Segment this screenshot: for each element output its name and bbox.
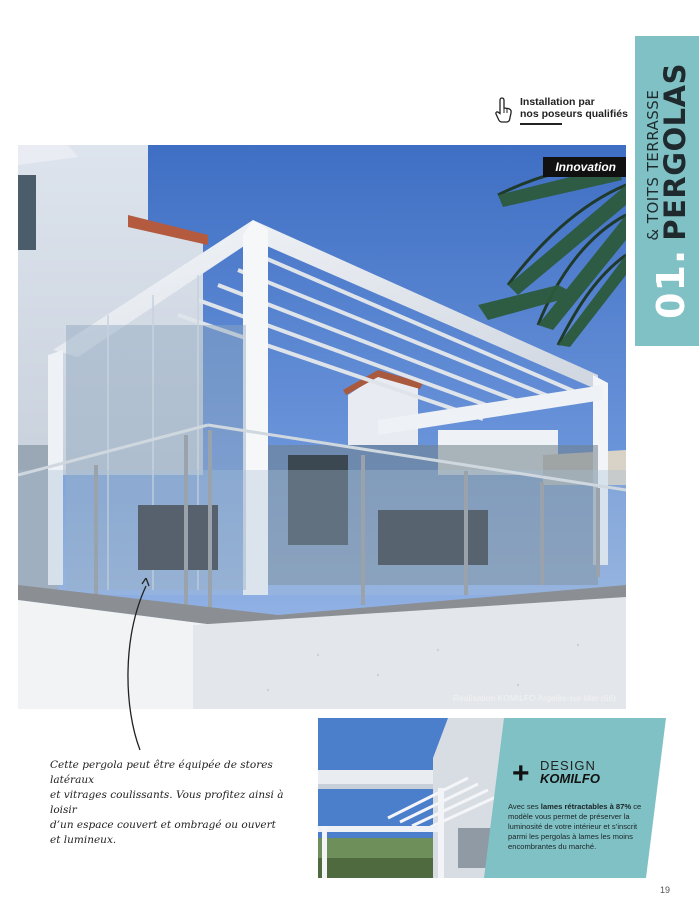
install-line-2: nos poseurs qualifiés bbox=[520, 108, 628, 120]
description-end: ce modèle vous permet de préserver la luminosité de votre intérieur et s’inscrit parmi les pergolas à lames les moins encombrantes du marché. bbox=[508, 802, 642, 851]
caption-line: Cette pergola peut être équipée de stores latéraux bbox=[50, 759, 273, 786]
install-underline bbox=[520, 123, 562, 125]
innovation-tag: Innovation bbox=[543, 157, 626, 177]
photo-caption bbox=[50, 758, 310, 848]
chapter-tab bbox=[635, 36, 699, 346]
caption-arrow bbox=[118, 578, 158, 754]
pergola-illustration bbox=[18, 145, 626, 709]
design-brand: KOMILFO bbox=[540, 771, 600, 786]
install-line-1: Installation par bbox=[520, 96, 595, 108]
installation-badge bbox=[494, 96, 628, 125]
description-highlight: lames rétractables à 87% bbox=[540, 802, 632, 811]
main-photo bbox=[18, 145, 626, 709]
description-start: Avec ses bbox=[508, 802, 541, 811]
design-description bbox=[508, 802, 658, 852]
inset-pergola-illustration bbox=[318, 718, 504, 878]
inset-photo bbox=[318, 718, 504, 878]
chapter-title: PERGOLAS bbox=[658, 63, 692, 241]
design-panel-background bbox=[484, 718, 666, 878]
design-panel bbox=[484, 718, 666, 878]
caption-line: et lumineux. bbox=[50, 834, 117, 846]
caption-line: d’un espace couvert et ombragé ou ouvert bbox=[50, 819, 276, 831]
photo-credit: Réalisation KOMILFO Argelès-sur-Mer (66) bbox=[453, 693, 616, 703]
plus-icon: + bbox=[512, 757, 530, 790]
caption-line: et vitrages coulissants. Vous profitez ainsi à loisir bbox=[50, 789, 284, 816]
chapter-number: 01. bbox=[649, 248, 693, 319]
page-number: 19 bbox=[660, 885, 671, 895]
hand-pointer-icon bbox=[494, 96, 514, 124]
design-word: DESIGN bbox=[540, 758, 596, 773]
chapter-subtitle: & TOITS TERRASSE bbox=[644, 89, 662, 241]
